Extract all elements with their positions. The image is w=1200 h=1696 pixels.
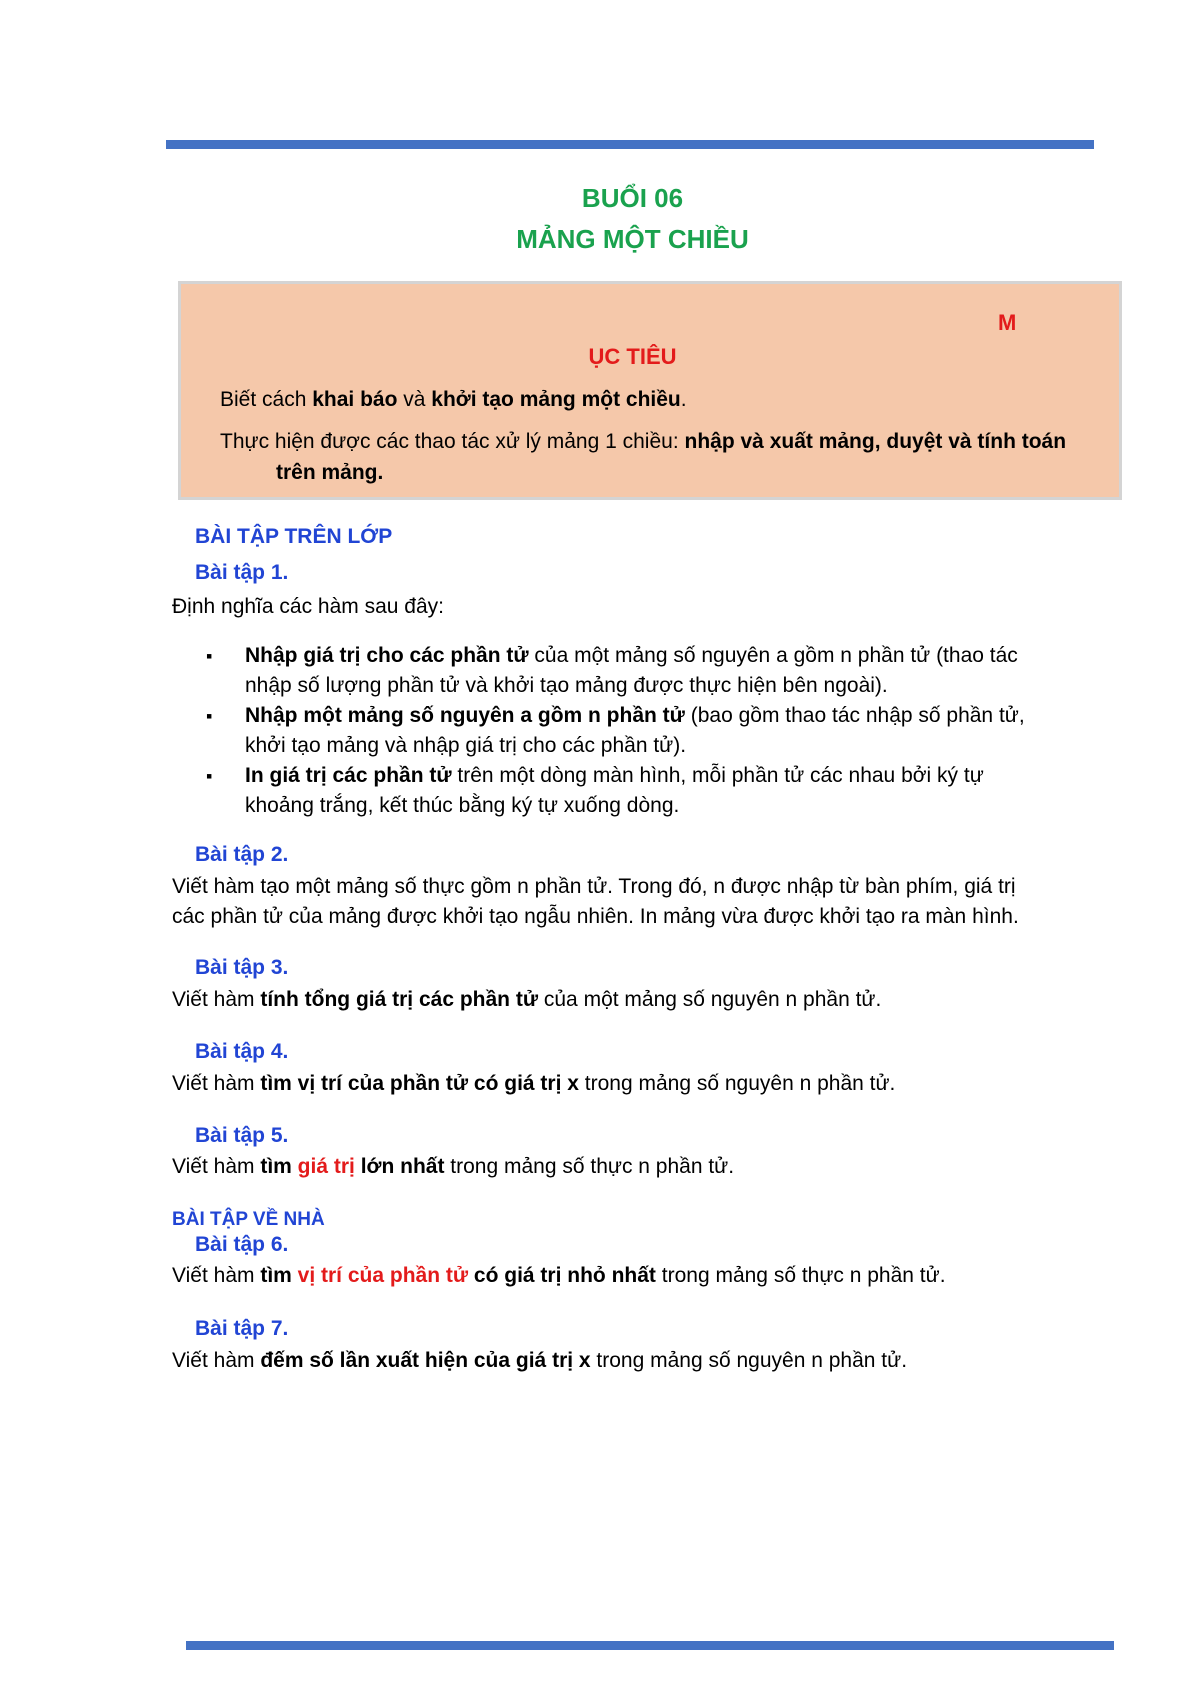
exercise-7-text: Viết hàm đếm số lần xuất hiện của giá trị x trong mảng số nguyên n phần tử. — [172, 1349, 908, 1372]
objective-item-2-continued: trên mảng. — [276, 461, 384, 484]
exercise-2-text: Viết hàm tạo một mảng số thực gồm n phần tử. Trong đó, n được nhập từ bàn phím, giá trị các phần tử của mảng được khởi tạo ngẫu nhiên. In mảng vừa được khởi tạo ra màn hình. — [172, 875, 1019, 928]
exercise-4-label: Bài tập 4. — [195, 1040, 289, 1063]
exercise-3-text: Viết hàm tính tổng giá trị các phần tử của một mảng số nguyên n phần tử. — [172, 988, 882, 1011]
bottom-rule — [186, 1641, 1114, 1650]
exercise-1-label: Bài tập 1. — [195, 561, 289, 584]
bullet-icon: ▪ — [206, 646, 213, 666]
objective-item-1: Biết cách khai báo và khởi tạo mảng một chiều. — [220, 388, 687, 411]
home-section-title: BÀI TẬP VỀ NHÀ — [172, 1209, 325, 1230]
exercise-1-item-2: Nhập một mảng số nguyên a gồm n phần tử (bao gồm thao tác nhập số phần tử, khởi tạo mảng và nhập giá trị cho các phần tử). — [245, 704, 1025, 757]
class-section-title: BÀI TẬP TRÊN LỚP — [195, 525, 393, 548]
objectives-heading-letter: M — [998, 310, 1017, 335]
exercise-5-label: Bài tập 5. — [195, 1124, 289, 1147]
session-title: BUỔI 06 — [581, 183, 684, 213]
exercise-7-label: Bài tập 7. — [195, 1317, 289, 1340]
topic-title: MẢNG MỘT CHIỀU — [516, 224, 749, 254]
top-rule — [166, 140, 1094, 149]
exercise-1-intro: Định nghĩa các hàm sau đây: — [172, 595, 444, 618]
objectives-heading: ỤC TIÊU — [588, 344, 677, 369]
exercise-6-text: Viết hàm tìm vị trí của phần tử có giá trị nhỏ nhất trong mảng số thực n phần tử. — [172, 1264, 946, 1287]
exercise-6-label: Bài tập 6. — [195, 1233, 289, 1256]
objective-item-2: Thực hiện được các thao tác xử lý mảng 1 chiều: nhập và xuất mảng, duyệt và tính toán — [220, 430, 1067, 453]
exercise-2-label: Bài tập 2. — [195, 843, 289, 866]
exercise-3-label: Bài tập 3. — [195, 956, 289, 979]
bullet-icon: ▪ — [206, 706, 213, 726]
exercise-5-text: Viết hàm tìm giá trị lớn nhất trong mảng số thực n phần tử. — [172, 1155, 735, 1178]
exercise-4-text: Viết hàm tìm vị trí của phần tử có giá trị x trong mảng số nguyên n phần tử. — [172, 1072, 896, 1095]
exercise-1-item-3: In giá trị các phần tử trên một dòng màn hình, mỗi phần tử các nhau bởi ký tự khoảng trắng, kết thúc bằng ký tự xuống dòng. — [245, 764, 984, 817]
bullet-icon: ▪ — [206, 766, 213, 786]
exercise-1-item-1: Nhập giá trị cho các phần tử của một mảng số nguyên a gồm n phần tử (thao tác nhập số lượng phần tử và khởi tạo mảng được thực hiện bên ngoài). — [245, 644, 1018, 697]
